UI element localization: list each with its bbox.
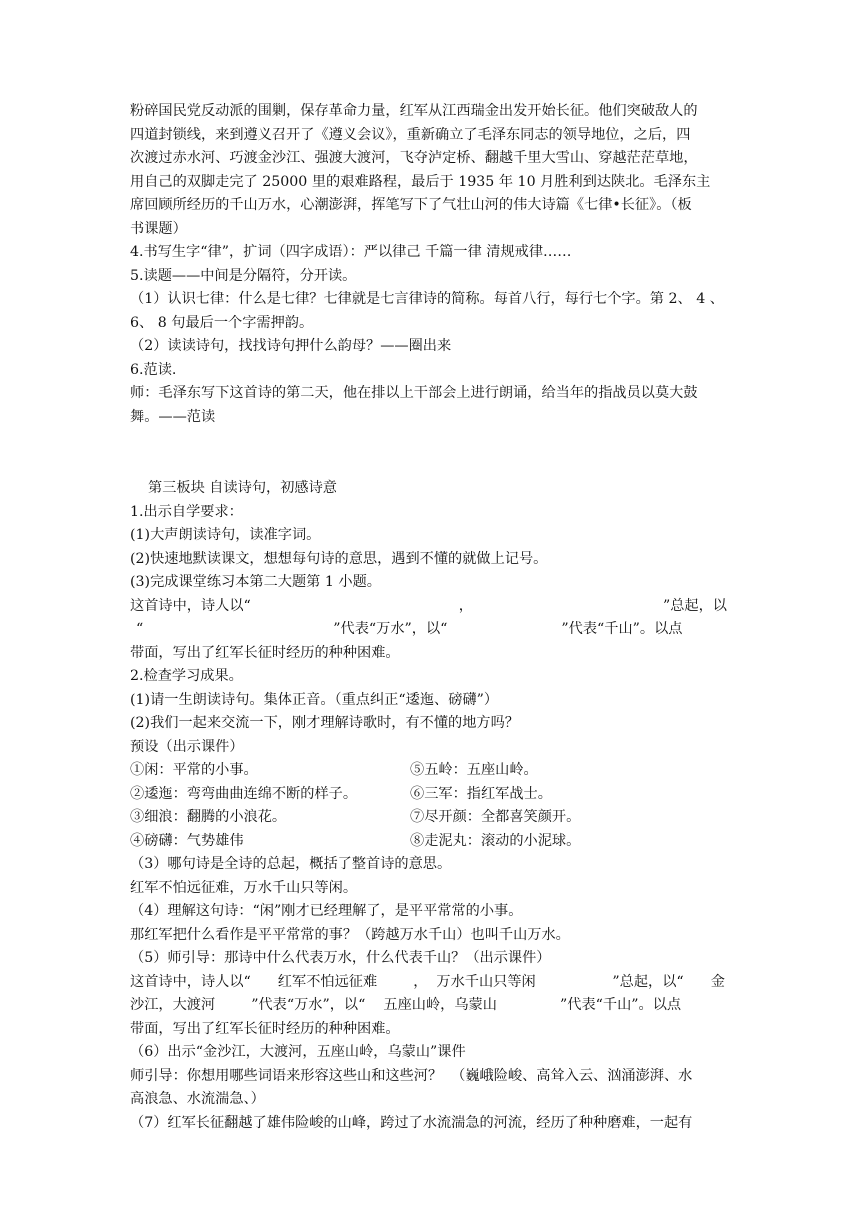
discussion-line: 沙江，大渡河 ”代表“万水”，以“ 五座山岭，乌蒙山 ”代表“千山”。以点 [130, 997, 682, 1013]
glossary-right-column [410, 759, 690, 853]
step-line: 4.书写生字“律”，扩词（四字成语）：严以律己 千篇一律 清规戒律…… [130, 244, 572, 260]
discussion-line: 高浪急、水流湍急、） [130, 1091, 265, 1107]
fill-blank-line [130, 595, 730, 619]
steps-4-to-6 [130, 241, 730, 429]
check-line: 2.检查学习成果。 [130, 668, 243, 684]
document-page [130, 100, 730, 1135]
section-gap [130, 429, 730, 477]
fill-text: “ [136, 621, 144, 637]
requirement-line: (1)大声朗读诗句，读准字词。 [130, 527, 321, 543]
check-line: (2)我们一起来交流一下，刚才理解诗歌时，有不懂的地方吗？ [130, 715, 519, 731]
intro-line: 粉碎国民党反动派的围剿，保存革命力量，红军从江西瑞金出发开始长征。他们突破敌人的 [130, 103, 698, 119]
step-line: 师：毛泽东写下这首诗的第二天，他在排以上干部会上进行朗诵，给当年的指战员以莫大鼓 [130, 385, 698, 401]
fill-text: ”总起，以 [662, 597, 727, 614]
requirement-line: 1.出示自学要求： [130, 503, 243, 520]
discussion-line: 带面，写出了红军长征时经历的种种困难。 [130, 1020, 400, 1037]
check-line: 预设（出示课件） [130, 738, 244, 755]
intro-paragraph [130, 100, 730, 241]
discussion-line: 师引导：你想用哪些词语来形容这些山和这些河？ （巍峨险峻、高耸入云、汹涌澎湃、水 [130, 1067, 693, 1084]
step-line: 5.读题——中间是分隔符，分开读。 [130, 267, 357, 284]
fill-blank-line [130, 618, 730, 642]
step-line: 6.范读. [130, 361, 177, 378]
intro-line: 四道封锁线，来到遵义召开了《遵义会议》，重新确立了毛泽东同志的领导地位，之后，四 [130, 126, 691, 143]
discussion-line: （4）理解这句诗：“闲”刚才已经理解了，是平平常常的小事。 [130, 903, 523, 919]
glossary-item: ⑦尽开颜：全都喜笑颜开。 [410, 809, 581, 825]
glossary-item: ⑧走泥丸：滚动的小泥球。 [410, 832, 581, 849]
glossary-item: ①闲：平常的小事。 [130, 762, 258, 778]
step-line: 舞。——范读 [130, 408, 216, 425]
glossary-item: ⑥三军：指红军战士。 [410, 785, 552, 802]
section-three [130, 477, 730, 1135]
section-heading: 第三板块 自读诗句，初感诗意 [148, 480, 337, 496]
intro-line: 用自己的双脚走完了 25000 里的艰难路程，最后于 1935 年 10 月胜利到达陕北。毛泽东主 [130, 173, 711, 190]
discussion-line: 那红军把什么看作是平平常常的事？（跨越万水千山）也叫千山万水。 [130, 926, 570, 943]
discussion-line: （3）哪句诗是全诗的总起，概括了整首诗的意思。 [130, 856, 452, 872]
discussion-line: （5）师引导：那诗中什么代表万水，什么代表千山？（出示课件） [130, 950, 551, 966]
requirement-line: (3)完成课堂练习本第二大题第 1 小题。 [130, 574, 381, 590]
discussion-line: 这首诗中，诗人以“ 红军不怕远征难 ， 万水千山只等闲 ”总起，以“ 金 [130, 973, 725, 990]
fill-text: 这首诗中，诗人以“ [130, 597, 251, 614]
fill-blank-line: 带面，写出了红军长征时经历的种种困难。 [130, 644, 400, 661]
glossary-item: ③细浪：翻腾的小浪花。 [130, 809, 287, 825]
fill-text: ”代表“万水”，以“ [333, 621, 448, 637]
step-line: （2）读读诗句，找找诗句押什么韵母？——圈出来 [130, 338, 452, 354]
fill-text: ， [458, 597, 473, 614]
glossary-left-column [130, 759, 410, 853]
step-line: 6、 8 句最后一个字需押韵。 [130, 314, 314, 331]
discussion-line: （6）出示“金沙江，大渡河，五座山岭，乌蒙山”课件 [130, 1044, 466, 1060]
intro-line: 次渡过赤水河、巧渡金沙江、强渡大渡河，飞夺泸定桥、翻越千里大雪山、穿越茫茫草地， [130, 150, 698, 166]
requirement-line: (2)快速地默读课文，想想每句诗的意思，遇到不懂的就做上记号。 [130, 550, 548, 567]
check-line: (1)请一生朗读诗句。集体正音。（重点纠正“逶迤、磅礴”） [130, 691, 499, 708]
fill-text: ”代表“千山”。以点 [561, 621, 683, 637]
discussion-line: （7）红军长征翻越了雄伟险峻的山峰，跨过了水流湍急的河流，经历了种种磨难，一起有 [130, 1114, 693, 1131]
intro-line: 书课题） [130, 220, 187, 237]
intro-line: 席回顾所经历的千山万水，心潮澎湃，挥笔写下了气壮山河的伟大诗篇《七律•长征》。（板 [130, 197, 692, 213]
step-line: （1）认识七律：什么是七律？七律就是七言律诗的简称。每首八行，每行七个字。第 2、 4 、 [130, 291, 724, 307]
glossary-item: ⑤五岭：五座山岭。 [410, 762, 538, 778]
glossary-item: ②逶迤：弯弯曲曲连绵不断的样子。 [130, 785, 358, 802]
glossary-table [130, 759, 730, 853]
glossary-item: ④磅礴：气势雄伟 [130, 832, 244, 849]
discussion-line: 红军不怕远征难，万水千山只等闲。 [130, 879, 358, 896]
